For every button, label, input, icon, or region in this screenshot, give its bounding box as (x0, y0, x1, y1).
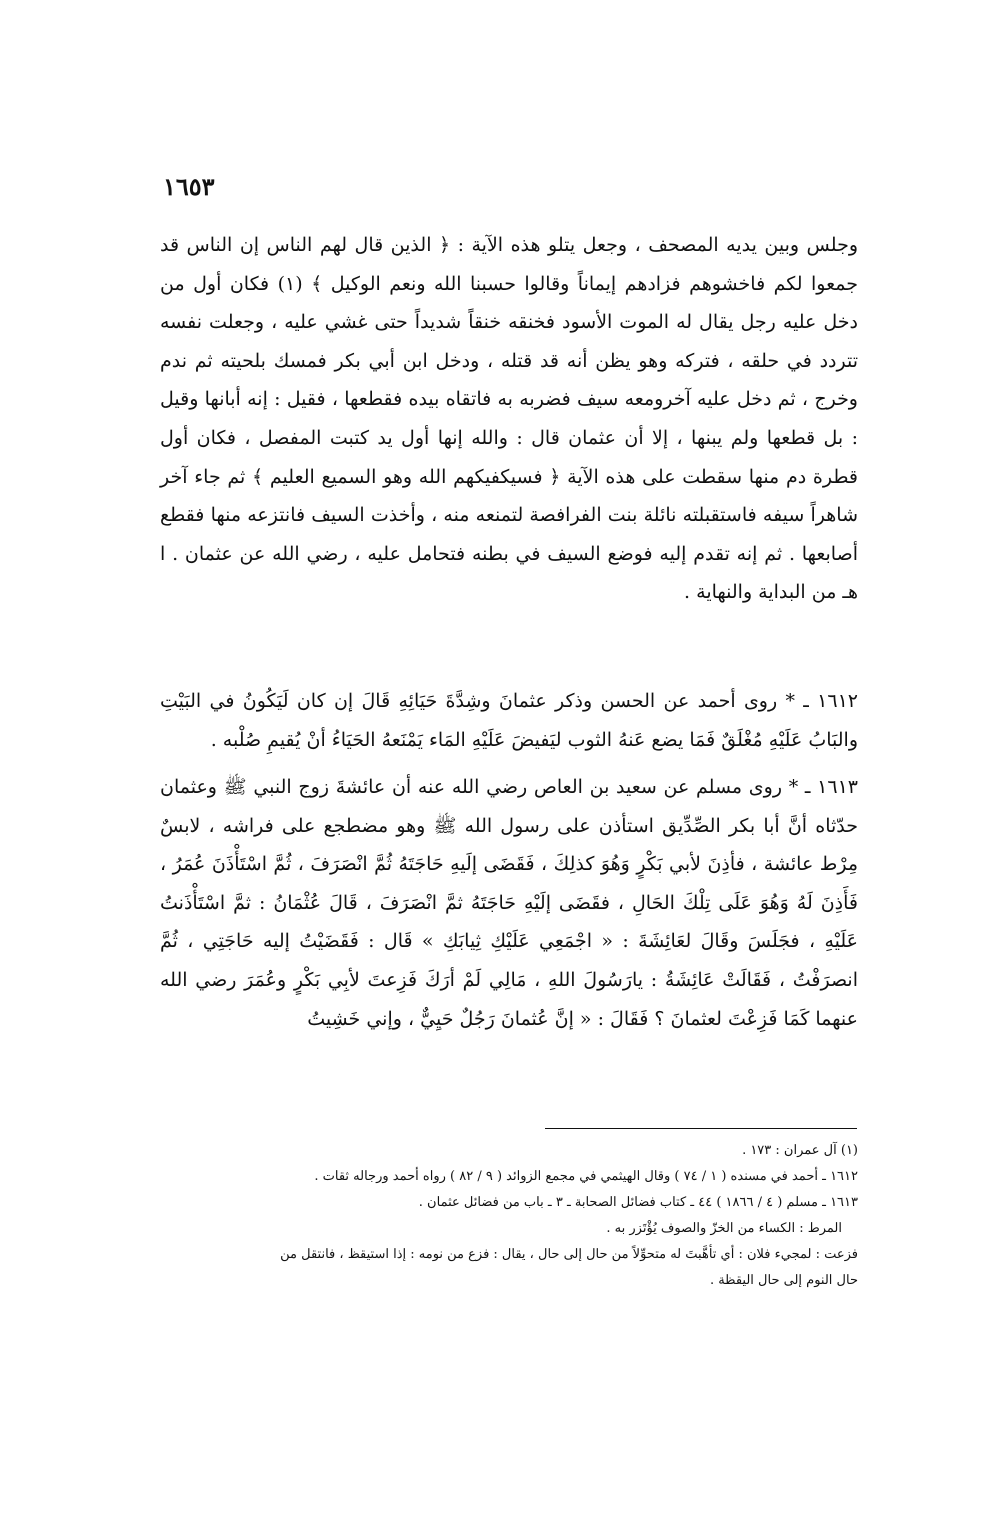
footnote-quran-reference: (١) آل عمران : ١٧٣ . (742, 1143, 858, 1158)
footnote-divider (545, 1128, 857, 1129)
paragraph-continuation: وجلس وبين يديه المصحف ، وجعل يتلو هذه الآية : ﴿ الذين قال لهم الناس إن الناس قد جمعوا لكم فاخشوهم فزادهم إيماناً وقالوا حسبنا الله ونعم الوكيل ﴾ (١) فكان أول من دخل عليه رجل يقال له الموت الأسود فخنقه خنقاً شديداً حتى غشي عليه ، وجعلت نفسه تتردد في حلقه ، فتركه وهو يظن أنه قد قتله ، ودخل ابن أبي بكر فمسك بلحيته ثم ندم وخرج ، ثم دخل عليه آخرومعه سيف فضربه به فاتقاه بيده فقطعها ، فقيل : إنه أبانها وقيل : بل قطعها ولم يبنها ، إلا أن عثمان قال : والله إنها أول يد كتبت المفصل ، فكان أول قطرة دم منها سقطت على هذه الآية ﴿ فسيكفيكهم الله وهو السميع العليم ﴾ ثم جاء آخر شاهراً سيفه فاستقبلته نائلة بنت الفرافصة لتمنعه منه ، وأخذت السيف فانتزعه منها فقطع أصابعها . ثم إنه تقدم إليه فوضع السيف في بطنه فتحامل عليه ، رضي الله عن عثمان . ا هـ من البداية والنهاية . (160, 234, 858, 604)
page-number: ١٦٥٣ (163, 172, 215, 201)
paragraph-hadith-1613: ١٦١٣ ـ * روى مسلم عن سعيد بن العاص رضي الله عنه أن عائشةَ زوج النبي ﷺ وعثمان حدّثاه أنَّ أبا بكر الصِّدِّيق استأذن على رسول الله ﷺ وهو مضطجع على فراشه ، لابسٌ مِرْط عائشة ، فأذِنَ لأبي بَكْرٍ وَهُوَ كذلِكَ ، فَقَضَى إلَيهِ حَاجَتَهُ ثُمَّ انْصَرَفَ ، ثُمَّ اسْتَأْذَنَ عُمَرُ ، فَأَذِنَ لَهُ وَهُوَ عَلَى تِلْكَ الحَالِ ، فقَضَى إلَيْهِ حَاجَتَهُ ثمَّ انْصَرَفَ ، قَالَ عُثْمَانُ : ثمَّ اسْتَأْذَنتُ عَلَيْهِ ، فجَلَسَ وقَالَ لعَائِشَةَ : « اجْمَعِي عَلَيْكِ ثِيابَكِ » قَال : فَقَضَيْتُ إليه حَاجَتِي ، ثُمَّ انصرَفْتُ ، فَقَالَتْ عَائِشَةُ : يارَسُولَ اللهِ ، مَالِي لَمْ أرَكَ فَزِعتَ لأبِي بَكْرٍ وعُمَرَ رضي الله عنهما كَمَا فَزِعْتَ لعثمانَ ؟ فَقَالَ : « إنَّ عُثمانَ رَجُلٌ حَيِيٌّ ، وإني خَشِيتُ (160, 776, 858, 1030)
footnotes (160, 1138, 858, 1294)
footnote-1612-source: ١٦١٢ ـ أحمد في مسنده ( ١ / ٧٤ ) وقال الهيثمي في مجمع الزوائد ( ٩ / ٨٢ ) رواه أحمد ورجاله ثقات . (314, 1169, 858, 1184)
footnote-mirt-gloss: المرط : الكساء من الخزّ والصوف يُؤْتَزر به . (606, 1221, 842, 1236)
footnote-fazi-gloss: فزعت : لمجيء فلان : أي تأهَّبتَ له متحوِّلاً من حال إلى حال ، يقال : فزع من نومه : إذا استيقظ ، فانتقل من (280, 1247, 858, 1262)
footnote-1613-source: ١٦١٣ ـ مسلم ( ٤ / ١٨٦٦ ) ٤٤ ـ كتاب فضائل الصحابة ـ ٣ ـ باب من فضائل عثمان . (418, 1195, 858, 1210)
footnote-fazi-gloss-continued: حال النوم إلى حال اليقظة . (709, 1273, 858, 1288)
paragraph-hadith-1612: ١٦١٢ ـ * روى أحمد عن الحسن وذكر عثمانَ وشِدَّةَ حَيَائِهِ قَالَ إن كان لَيَكُونُ في البَيْتِ والبَابُ عَلَيْهِ مُغْلَقٌ فَمَا يضع عَنهُ الثوب ليَفيضَ عَلَيْهِ المَاء يَمْنَعهُ الحَيَاءُ أنْ يُقيمِ صُلْبه . (160, 690, 858, 751)
